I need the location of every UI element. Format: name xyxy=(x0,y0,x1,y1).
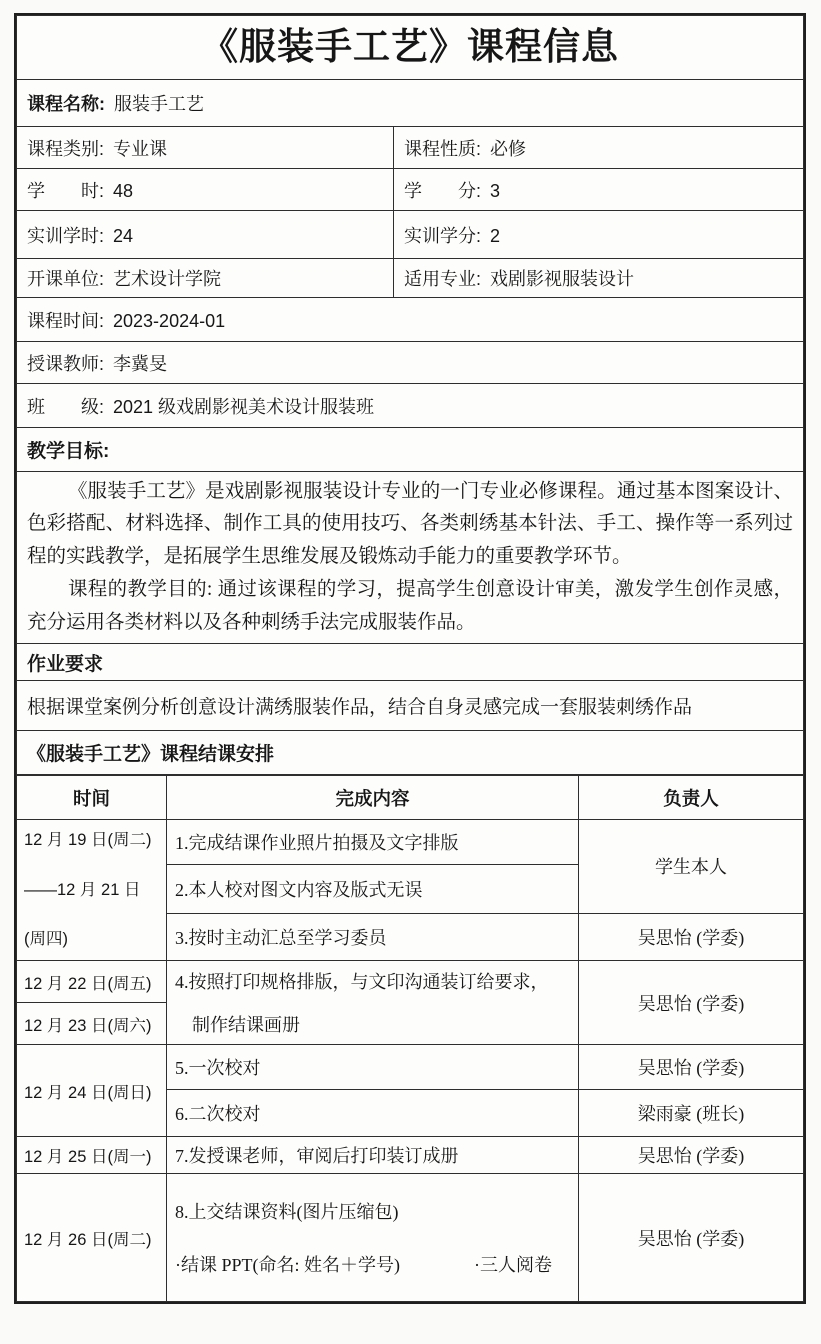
person-cell-8: 吴思怡 (学委) xyxy=(579,1174,804,1302)
credits-value: 3 xyxy=(490,180,501,201)
objectives-paragraph-1: 《服装手工艺》是戏剧影视服装设计专业的一门专业必修课程。通过基本图案设计、色彩搭配、材料选择、制作工具的使用技巧、各类刺绣基本针法、手工、操作等一系列过程的实践教学，是拓展学生思维发展及锻炼动手能力的重要教学环节。 xyxy=(27,480,793,568)
schedule-row-4 xyxy=(17,961,804,1003)
teacher-label: 授课教师: xyxy=(27,353,105,374)
course-nature-label: 课程性质: xyxy=(404,138,482,159)
course-category-value: 专业课 xyxy=(113,138,168,159)
time-cell-dec25: 12 月 25 日(周一) xyxy=(17,1137,167,1174)
row-teacher xyxy=(17,342,804,384)
course-name-value: 服装手工艺 xyxy=(114,94,204,114)
homework-text-cell: 根据课堂案例分析创意设计满绣服装作品，结合自身灵感完成一套服装刺绣作品 xyxy=(17,681,804,731)
person-cell-6: 梁雨豪 (班长) xyxy=(579,1090,804,1137)
field-offering-unit xyxy=(17,259,394,298)
schedule-heading-cell xyxy=(17,731,804,775)
time-line-3: (周四) xyxy=(24,930,68,949)
credits-label: 学 分: xyxy=(404,180,482,201)
row-schedule-heading xyxy=(17,731,804,775)
task-cell-2: 2.本人校对图文内容及版式无误 xyxy=(167,865,579,913)
row-course-time xyxy=(17,298,804,342)
class-value: 2021 级戏剧影视美术设计服装班 xyxy=(113,396,375,417)
page-title: 《服装手工艺》课程信息 xyxy=(201,26,619,68)
row-objectives-heading xyxy=(17,428,804,472)
homework-heading-cell xyxy=(17,644,804,681)
time-cell-dec24: 12 月 24 日(周日) xyxy=(17,1045,167,1137)
field-course-name xyxy=(17,80,804,127)
course-time-value: 2023-2024-01 xyxy=(113,310,226,331)
task-cell-5: 5.一次校对 xyxy=(167,1045,579,1090)
person-cell-7: 吴思怡 (学委) xyxy=(579,1137,804,1174)
field-credits xyxy=(394,169,804,211)
teacher-value: 李冀旻 xyxy=(113,353,168,374)
schedule-row-1 xyxy=(17,820,804,865)
field-training-credits xyxy=(394,211,804,259)
task-8-bullets xyxy=(175,1251,572,1277)
training-hours-value: 24 xyxy=(113,225,134,246)
time-cell-dec23: 12 月 23 日(周六) xyxy=(17,1003,167,1045)
task-8-line-1: 8.上交结课资料(图片压缩包) xyxy=(175,1202,399,1222)
schedule-row-6 xyxy=(17,1045,804,1090)
field-class-hours xyxy=(17,169,394,211)
time-line-1: 12 月 19 日(周二) xyxy=(24,831,152,849)
training-hours-label: 实训学时: xyxy=(27,225,105,246)
person-cell-3: 吴思怡 (学委) xyxy=(579,913,804,960)
task-cell-4 xyxy=(167,961,579,1045)
document-title-cell xyxy=(17,16,804,80)
row-objectives-body xyxy=(17,472,804,644)
task-cell-7: 7.发授课老师，审阅后打印装订成册 xyxy=(167,1137,579,1174)
field-training-hours xyxy=(17,211,394,259)
training-credits-label: 实训学分: xyxy=(404,225,482,246)
task-8-bullet-ppt: ·结课 PPT(命名: 姓名＋学号) xyxy=(175,1255,400,1275)
time-cell-dec26: 12 月 26 日(周二) xyxy=(17,1174,167,1302)
objectives-body-cell xyxy=(17,472,804,644)
class-label: 班 级: xyxy=(27,396,105,417)
objectives-heading: 教学目标: xyxy=(27,441,110,462)
task-4-line-2: 制作结课画册 xyxy=(192,1015,300,1035)
field-course-category xyxy=(17,127,394,169)
task-cell-8 xyxy=(167,1174,579,1302)
field-teacher xyxy=(17,342,804,384)
objectives-heading-cell xyxy=(17,428,804,472)
row-homework-heading xyxy=(17,644,804,681)
training-credits-value: 2 xyxy=(490,225,501,246)
course-info-document xyxy=(14,13,806,1304)
schedule-table xyxy=(16,775,804,1302)
field-class xyxy=(17,384,804,428)
offering-unit-label: 开课单位: xyxy=(27,269,105,289)
course-name-label: 课程名称: xyxy=(27,94,105,114)
title-row xyxy=(17,16,804,80)
offering-unit-value: 艺术设计学院 xyxy=(113,269,222,289)
course-time-label: 课程时间: xyxy=(27,310,105,331)
schedule-row-9 xyxy=(17,1174,804,1302)
schedule-row-8 xyxy=(17,1137,804,1174)
applicable-major-label: 适用专业: xyxy=(404,269,482,289)
row-unit-major xyxy=(17,259,804,298)
time-cell-dec22: 12 月 22 日(周五) xyxy=(17,961,167,1003)
class-hours-value: 48 xyxy=(113,180,134,201)
task-4-line-1: 4.按照打印规格排版，与文印沟通装订给要求， xyxy=(175,972,549,992)
time-line-2: ——12 月 21 日 xyxy=(24,880,141,899)
row-class xyxy=(17,384,804,428)
row-homework-text xyxy=(17,681,804,731)
task-cell-6: 6.二次校对 xyxy=(167,1090,579,1137)
person-cell-5: 吴思怡 (学委) xyxy=(579,1045,804,1090)
field-applicable-major xyxy=(394,259,804,298)
schedule-header-row xyxy=(17,776,804,820)
course-info-table xyxy=(16,15,804,775)
person-cell-4: 吴思怡 (学委) xyxy=(579,961,804,1045)
row-hours-credits xyxy=(17,169,804,211)
row-course-name xyxy=(17,80,804,127)
schedule-heading: 《服装手工艺》课程结课安排 xyxy=(27,744,275,765)
person-cell-student: 学生本人 xyxy=(579,820,804,914)
time-cell-dec19-21 xyxy=(17,820,167,961)
course-nature-value: 必修 xyxy=(490,138,527,159)
applicable-major-value: 戏剧影视服装设计 xyxy=(490,269,635,289)
header-content: 完成内容 xyxy=(167,776,579,820)
objectives-paragraph-2: 课程的教学目的: 通过该课程的学习，提高学生创意设计审美，激发学生创作灵感，充分运用各类材料以及各种刺绣手法完成服装作品。 xyxy=(27,578,793,633)
row-training-hours-credits xyxy=(17,211,804,259)
field-course-nature xyxy=(394,127,804,169)
task-8-bullet-graders: ·三人阅卷 xyxy=(474,1255,552,1275)
course-category-label: 课程类别: xyxy=(27,138,105,159)
header-person: 负责人 xyxy=(579,776,804,820)
task-cell-3: 3.按时主动汇总至学习委员 xyxy=(167,913,579,960)
task-cell-1: 1.完成结课作业照片拍摄及文字排版 xyxy=(167,820,579,865)
field-course-time xyxy=(17,298,804,342)
row-category-nature xyxy=(17,127,804,169)
header-time: 时间 xyxy=(17,776,167,820)
homework-heading: 作业要求 xyxy=(27,653,104,675)
class-hours-label: 学 时: xyxy=(27,180,105,201)
